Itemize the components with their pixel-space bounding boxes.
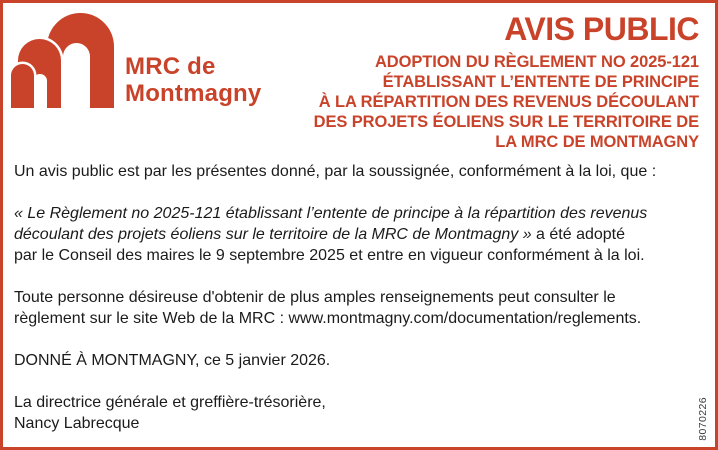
subtitle-line-1: ADOPTION DU RÈGLEMENT NO 2025-121: [374, 53, 699, 71]
notice-heading: [314, 12, 699, 152]
given-at-line: DONNÉ À MONTMAGNY, ce 5 janvier 2026.: [14, 352, 331, 369]
info-paragraph: [14, 287, 656, 329]
notice-title: AVIS PUBLIC: [504, 11, 699, 47]
subtitle-line-2: ÉTABLISSANT L’ENTENTE DE PRINCIPE: [382, 73, 699, 91]
subtitle-line-5: LA MRC DE MONTMAGNY: [495, 133, 699, 151]
signature-name: Nancy Labrecque: [14, 415, 140, 432]
regulation-line1: « Le Règlement no 2025-121 établissant l’entente de principe à la répartition des revenus: [14, 205, 648, 222]
logo-wordmark-line1: MRC de: [125, 53, 216, 80]
subtitle-line-3: À LA RÉPARTITION DES REVENUS DÉCOULANT: [318, 93, 699, 111]
mrc-montmagny-logo-icon: [11, 12, 114, 108]
signature-block: [14, 392, 656, 434]
regulation-paragraph: [14, 203, 656, 266]
notice-body: [14, 161, 656, 450]
notice-subtitle: [314, 52, 699, 152]
info-line1: Toute personne désireuse d'obtenir de plus amples renseignements peut consulter le: [14, 289, 616, 306]
ad-key-number: 8070226: [697, 397, 709, 441]
subtitle-line-4: DES PROJETS ÉOLIENS SUR LE TERRITOIRE DE: [313, 113, 699, 131]
regulation-line3: par le Conseil des maires le 9 septembre 2025 et entre en vigueur conformément à la loi.: [14, 247, 645, 264]
intro-paragraph: Un avis public est par les présentes donné, par la soussignée, conformément à la loi, que :: [14, 163, 657, 180]
signature-title: La directrice générale et greffière-trésorière,: [14, 394, 326, 411]
info-line2-with-url: règlement sur le site Web de la MRC : www.montmagny.com/documentation/reglements.: [14, 310, 642, 327]
regulation-line2-italic: découlant des projets éoliens sur le territoire de la MRC de Montmagny »: [14, 226, 532, 243]
logo-wordmark-line2: Montmagny: [125, 80, 262, 107]
regulation-line2-regular: a été adopté: [531, 226, 626, 243]
logo-wordmark: [125, 53, 261, 107]
